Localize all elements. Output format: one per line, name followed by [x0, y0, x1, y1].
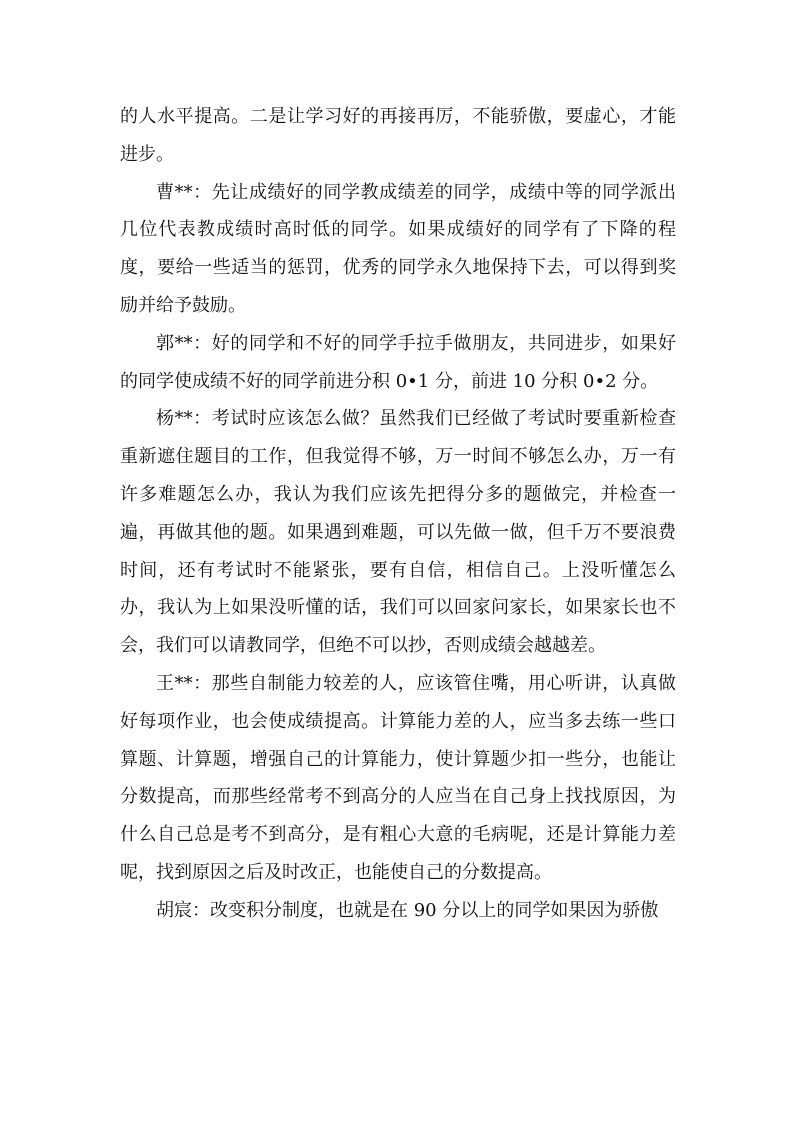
speaker-name: 郭**： — [156, 332, 212, 354]
paragraph-text: 那些自制能力较差的人，应该管住嘴，用心听讲，认真做好每项作业，也会使成绩提高。计算能力差的人，应当多去练一些口算题、计算题，增强自己的计算能力，使计算题少扣一些分，也能让分数提高，而那些经常考不到高分的人应当在自己身上找找原因，为什么自己总是考不到高分，是有粗心大意的毛病呢，还是计算能力差呢，找到原因之后及时改正，也能使自己的分数提高。 — [120, 672, 677, 883]
paragraph-yang — [120, 400, 676, 665]
paragraph-text: 考试时应该怎么做？虽然我们已经做了考试时要重新检查重新遮住题目的工作，但我觉得不够，万一时间不够怎么办，万一有许多难题怎么办，我认为我们应该先把得分多的题做完，并检查一遍，再做其他的题。如果遇到难题，可以先做一做，但千万不要浪费时间，还有考试时不能紧张，要有自信，相信自己。上没听懂怎么办，我认为上如果没听懂的话，我们可以回家问家长，如果家长也不会，我们可以请教同学，但绝不可以抄，否则成绩会越越差。 — [120, 408, 677, 657]
paragraph-text: 好的同学和不好的同学手拉手做朋友，共同进步，如果好的同学使成绩不好的同学前进分积 0•1 分，前进 10 分积 0•2 分。 — [120, 332, 677, 392]
paragraph-text: 的人水平提高。二是让学习好的再接再厉，不能骄傲，要虚心，才能进步。 — [120, 106, 676, 165]
speaker-name: 曹**： — [156, 181, 212, 203]
document-page — [120, 98, 676, 930]
paragraph-text: 先让成绩好的同学教成绩差的同学，成绩中等的同学派出几位代表教成绩时高时低的同学。如果成绩好的同学有了下降的程度，要给一些适当的惩罚，优秀的同学永久地保持下去，可以得到奖励并给予鼓励。 — [120, 181, 677, 316]
paragraph-hu — [120, 892, 676, 930]
paragraph-cao — [120, 174, 676, 325]
paragraph-wang — [120, 665, 676, 892]
speaker-name: 胡宸： — [156, 899, 210, 921]
paragraph-guo — [120, 325, 676, 401]
paragraph-continuation — [120, 98, 676, 174]
speaker-name: 王**： — [156, 672, 212, 694]
paragraph-text: 改变积分制度，也就是在 90 分以上的同学如果因为骄傲 — [210, 899, 659, 921]
speaker-name: 杨**： — [156, 408, 212, 430]
